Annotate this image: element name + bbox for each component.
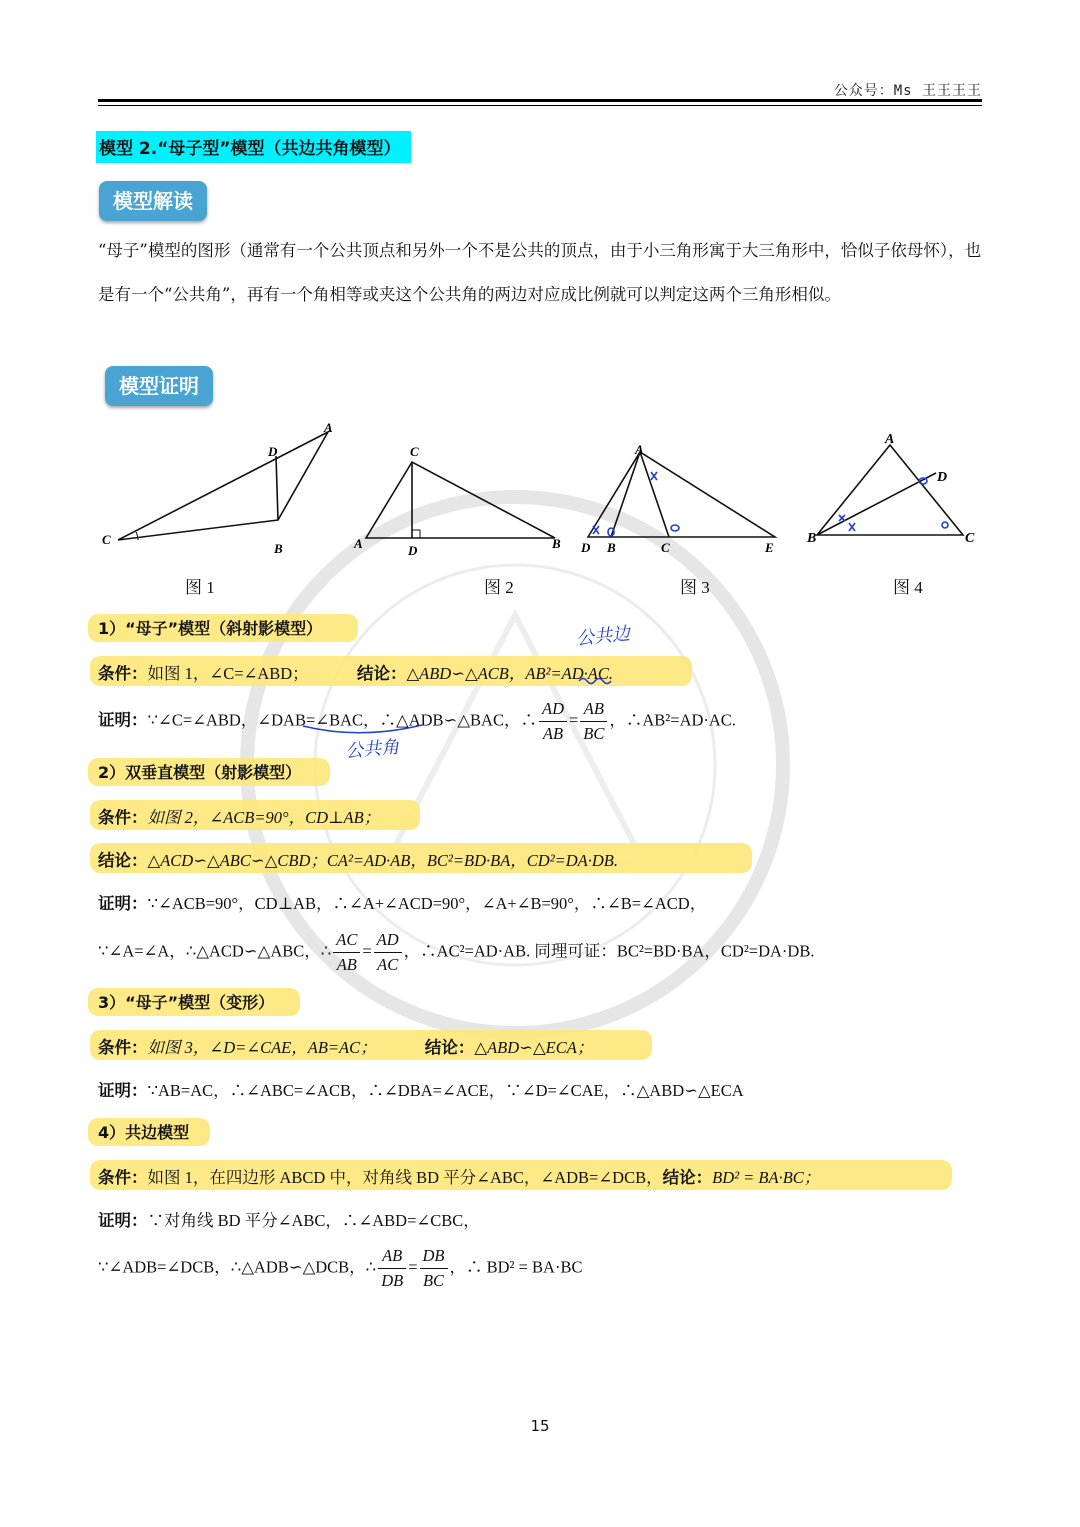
section1-condition: 如图 1，∠C=∠ABD； bbox=[147, 664, 309, 683]
section1-proof-a: ∵∠C=∠ABD，∠DAB=∠BAC，∴△ADB∽△BAC，∴ bbox=[147, 710, 537, 730]
section3-heading: 3）“母子”模型（变形） bbox=[98, 993, 275, 1012]
section4-proof2-b: ，∴ BD² = BA·BC bbox=[449, 1257, 583, 1277]
section4-proof-line2: ∵∠ADB=∠DCB，∴△ADB∽△DCB，∴ $\frac{AB}{DB}$ = $\frac{DB}{BC}$ ，∴ BD² = BA·BC bbox=[98, 1244, 582, 1293]
badge-model-proof: 模型证明 bbox=[105, 366, 213, 406]
section4-heading: 4）共边模型 bbox=[98, 1123, 190, 1142]
section3-condition: 如图 3，∠D=∠CAE，AB=AC； bbox=[147, 1038, 377, 1057]
page-number: 15 bbox=[530, 1417, 550, 1435]
fig3-label-e: E bbox=[765, 540, 774, 555]
section3-condition-line bbox=[98, 1034, 593, 1058]
section1-conclusion: △ABD∽△ACB，AB²=AD·AC. bbox=[406, 664, 613, 683]
section1-heading: 1）“母子”模型（斜射影模型） bbox=[98, 619, 323, 638]
section1-proof-line: 证明：∵∠C=∠ABD，∠DAB=∠BAC，∴△ADB∽△BAC，∴ $\frac{AD}{AB}$ = $\frac{AB}{BC}$ ，∴AB²=AD·AC. bbox=[98, 697, 736, 746]
section2-heading: 2）双垂直模型（射影模型） bbox=[98, 763, 302, 782]
fig1-label-d: D bbox=[268, 444, 278, 459]
section4-condition-line bbox=[98, 1164, 820, 1188]
conclusion-label: 结论： bbox=[98, 851, 148, 870]
fig2-label-d: D bbox=[408, 543, 418, 558]
section2-proof-line1 bbox=[98, 890, 706, 914]
fig3-label-a: A bbox=[635, 442, 644, 457]
section4-conclusion: BD² = BA·BC； bbox=[712, 1168, 821, 1187]
conclusion-label: 结论： bbox=[662, 1168, 713, 1187]
section2-condition: 如图 2，∠ACB=90°，CD⊥AB； bbox=[147, 808, 381, 827]
fig2-label-a: A bbox=[354, 536, 363, 551]
section4-proof1: ∵对角线 BD 平分∠ABC，∴∠ABD=∠CBC， bbox=[147, 1211, 480, 1230]
section2-conclusion-line bbox=[98, 847, 618, 871]
fig4-label-a: A bbox=[885, 432, 895, 447]
model-title: 模型 2.“母子型”模型（共边共角模型） bbox=[96, 131, 411, 163]
fig1-label-c: C bbox=[102, 532, 111, 547]
proof-label: 证明： bbox=[98, 1211, 148, 1230]
fig4-label-c: C bbox=[965, 531, 975, 546]
fraction-ac-ab: $\frac{AC}{AB}$ bbox=[333, 928, 360, 977]
badge-model-reading: 模型解读 bbox=[99, 181, 207, 221]
fig2-label-b: B bbox=[552, 536, 561, 551]
section2-proof2-a: ∵∠A=∠A，∴△ACD∽△ABC，∴ bbox=[98, 941, 332, 961]
figure-2 bbox=[350, 440, 570, 560]
section1-proof-b: ，∴AB²=AD·AC. bbox=[609, 710, 736, 730]
conclusion-label: 结论： bbox=[424, 1038, 475, 1057]
section1-condition-line bbox=[98, 660, 613, 684]
fig4-label-b: B bbox=[807, 531, 817, 546]
caption-fig3: 图 3 bbox=[680, 578, 710, 597]
proof-label: 证明： bbox=[98, 1081, 148, 1100]
condition-label: 条件： bbox=[98, 1168, 148, 1187]
fraction-ab-db: $\frac{AB}{DB}$ bbox=[378, 1244, 406, 1293]
intro-paragraph: “母子”模型的图形（通常有一个公共顶点和另外一个不是公共的顶点，由于小三角形寓于大三角形中，恰似子依母怀），也是有一个“公共角”，再有一个角相等或夹这个公共角的两边对应成比例就可以判定这两个三角形相似。 bbox=[98, 241, 982, 304]
fraction-db-bc: $\frac{DB}{BC}$ bbox=[420, 1244, 448, 1293]
fraction-ab-bc: $\frac{AB}{BC}$ bbox=[580, 697, 607, 746]
figure-4 bbox=[805, 425, 985, 550]
section4-proof2-a: ∵∠ADB=∠DCB，∴△ADB∽△DCB，∴ bbox=[98, 1257, 377, 1277]
caption-fig2: 图 2 bbox=[484, 578, 514, 597]
condition-label: 条件： bbox=[98, 1038, 148, 1057]
figure-3 bbox=[575, 440, 790, 560]
header-rule-thin bbox=[98, 105, 982, 106]
caption-fig4: 图 4 bbox=[893, 578, 923, 597]
header-rule bbox=[98, 99, 982, 102]
section2-proof1: ∵∠ACB=90°，CD⊥AB，∴∠A+∠ACD=90°，∠A+∠B=90°，∴∠B=∠ACD， bbox=[147, 894, 707, 913]
caption-fig1: 图 1 bbox=[185, 578, 215, 597]
section4-proof-line1 bbox=[98, 1207, 480, 1231]
fig4-pen-marks bbox=[839, 478, 948, 531]
section2-proof-line2: ∵∠A=∠A，∴△ACD∽△ABC，∴ $\frac{AC}{AB}$ = $\frac{AD}{AC}$ ，∴AC²=AD·AB. 同理可证：BC²=BD·BA，CD²=DA·DB. bbox=[98, 928, 814, 977]
fig3-label-c: C bbox=[661, 540, 670, 555]
fig3-label-d: D bbox=[581, 540, 591, 555]
section4-condition: 如图 1，在四边形 ABCD 中，对角线 BD 平分∠ABC，∠ADB=∠DCB， bbox=[147, 1168, 663, 1187]
handwritten-note-common-side: 公共边 bbox=[575, 623, 632, 650]
section2-conclusion: △ACD∽△ABC∽△CBD；CA²=AD·AB，BC²=BD·BA，CD²=DA·DB. bbox=[147, 851, 619, 870]
section2-condition-line bbox=[98, 804, 380, 828]
fig3-label-b: B bbox=[607, 540, 616, 555]
condition-label: 条件： bbox=[98, 808, 148, 827]
fig1-label-a: A bbox=[324, 420, 333, 435]
fig2-label-c: C bbox=[410, 444, 419, 459]
proof-label: 证明： bbox=[98, 710, 148, 730]
header-text: 公众号：Ms 王王王王 bbox=[833, 83, 982, 99]
handwritten-note-common-angle: 公共角 bbox=[344, 736, 400, 763]
section3-conclusion: △ABD∽△ECA； bbox=[474, 1038, 594, 1057]
pen-squiggle bbox=[578, 676, 614, 686]
proof-label: 证明： bbox=[98, 894, 148, 913]
conclusion-label: 结论： bbox=[356, 664, 407, 683]
section3-proof: ∵AB=AC，∴∠ABC=∠ACB，∴∠DBA=∠ACE，∵∠D=∠CAE，∴△ABD∽△ECA bbox=[147, 1081, 744, 1100]
fraction-ad-ac: $\frac{AD}{AC}$ bbox=[374, 928, 402, 977]
figure-1 bbox=[98, 420, 338, 560]
fraction-ad-ab: $\frac{AD}{AB}$ bbox=[539, 697, 567, 746]
fig1-label-b: B bbox=[274, 541, 283, 556]
section3-proof-line bbox=[98, 1077, 744, 1101]
fig4-label-d: D bbox=[937, 470, 948, 485]
condition-label: 条件： bbox=[98, 664, 148, 683]
section2-proof2-b: ，∴AC²=AD·AB. 同理可证：BC²=BD·BA，CD²=DA·DB. bbox=[403, 941, 815, 961]
